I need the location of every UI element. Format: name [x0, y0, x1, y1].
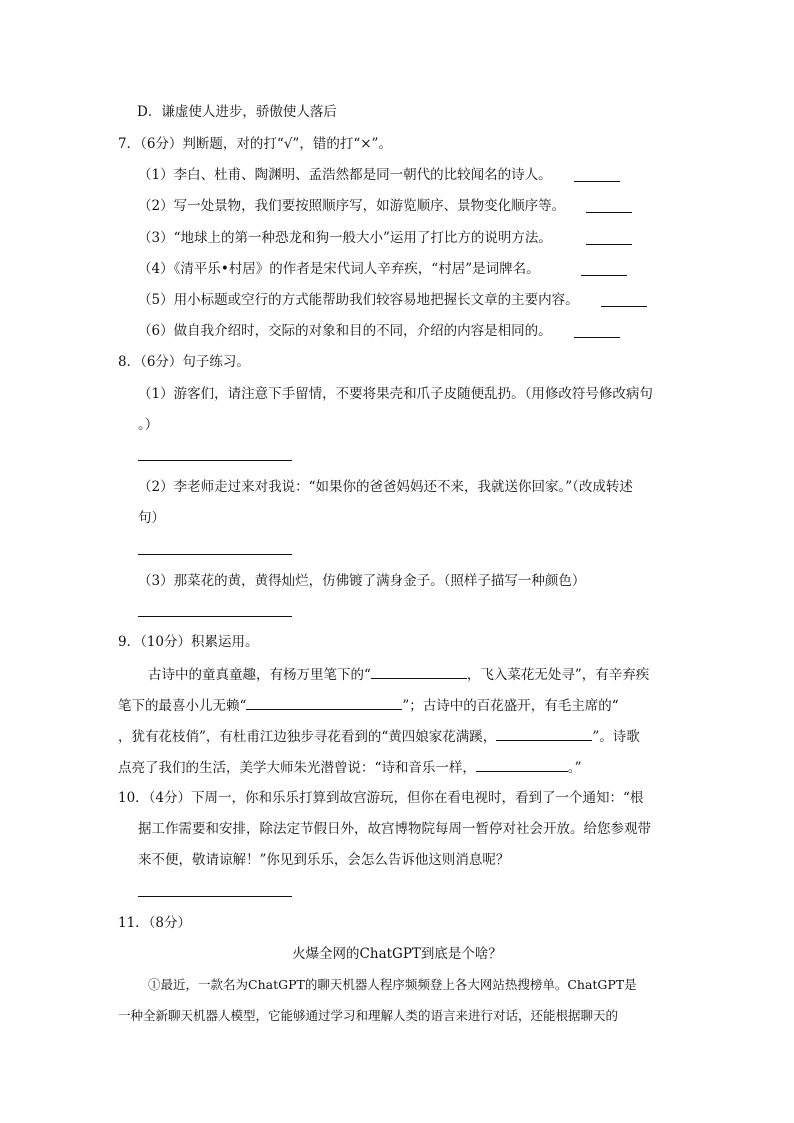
q7-answer-blank-6[interactable] — [574, 337, 620, 338]
q7-answer-blank-2[interactable] — [586, 212, 632, 213]
q8-heading: 8．（6分）句子练习。 — [118, 354, 250, 370]
q9-line-4 — [118, 758, 582, 777]
q7-item-4-text: （4）《清平乐•村居》的作者是宋代词人辛弃疾，“村居”是词牌名。 — [138, 261, 540, 277]
q10-line-1: 10．（4分）下周一，你和乐乐打算到故宫游玩，但你在看电视时，看到了一个通知：“根 — [118, 790, 644, 806]
q7-item-5 — [138, 291, 579, 309]
q6-option-d: D．谦虚使人进步，骄傲使人落后 — [137, 104, 337, 120]
q7-item-3 — [138, 229, 552, 247]
q7-answer-blank-3[interactable] — [586, 244, 632, 245]
q10-answer-line[interactable] — [138, 896, 292, 897]
q7-item-4 — [138, 260, 540, 278]
q8-answer-line-2[interactable] — [138, 554, 292, 555]
q7-item-2 — [138, 197, 565, 215]
q8-sentence-3: （3）那菜花的黄，黄得灿烂，仿佛镀了满身金子。（照样子描写一种颜色） — [138, 573, 586, 589]
q9-text: 。” — [567, 760, 582, 776]
q8-sentence-1-cont: 。） — [138, 417, 159, 433]
q7-item-1 — [138, 166, 552, 184]
q9-text: 笔下的最喜小儿无赖“ — [118, 698, 247, 714]
article-paragraph-1-cont: 一种全新聊天机器人模型，它能够通过学习和理解人类的语言来进行对话，还能根据聊天的 — [118, 1008, 619, 1023]
q7-answer-blank-1[interactable] — [574, 181, 620, 182]
q8-sentence-1: （1）游客们，请注意下手留情，不要将果壳和爪子皮随便乱扔。（用修改符号修改病句 — [138, 386, 653, 402]
q9-text: ，飞入菜花无处寻”，有辛弃疾 — [466, 667, 650, 683]
q7-item-6 — [138, 322, 552, 340]
q9-text: ”；古诗中的百花盛开，有毛主席的“ — [402, 698, 619, 714]
q9-text: 点亮了我们的生活，美学大师朱光潜曾说：“诗和音乐一样， — [118, 760, 476, 776]
q9-blank-3[interactable] — [496, 727, 592, 741]
q8-answer-line-1[interactable] — [138, 460, 292, 461]
q9-text: ”。诗歌 — [592, 729, 640, 745]
q7-answer-blank-4[interactable] — [581, 275, 627, 276]
article-title: 火爆全网的ChatGPT到底是个啥？ — [292, 946, 502, 962]
q7-item-5-text: （5）用小标题或空行的方式能帮助我们较容易地把握长文章的主要内容。 — [138, 292, 579, 308]
q11-heading: 11．（8分） — [118, 915, 192, 931]
q7-answer-blank-5[interactable] — [601, 306, 647, 307]
q9-blank-2[interactable] — [246, 696, 402, 710]
q10-line-3: 来不便，敬请谅解！”你见到乐乐，会怎么告诉他这则消息呢？ — [138, 852, 510, 868]
q7-item-6-text: （6）做自我介绍时，交际的对象和目的不同，介绍的内容是相同的。 — [138, 323, 552, 339]
q8-answer-line-3[interactable] — [138, 616, 292, 617]
q8-sentence-2: （2）李老师走过来对我说：“如果你的爸爸妈妈还不来，我就送你回家。”（改成转述 — [138, 479, 633, 495]
q7-item-2-text: （2）写一处景物，我们要按照顺序写，如游览顺序、景物变化顺序等。 — [138, 198, 566, 214]
q7-item-1-text: （1）李白、杜甫、陶渊明、孟浩然都是同一朝代的比较闻名的诗人。 — [138, 167, 552, 183]
q9-line-3 — [118, 727, 640, 746]
q9-blank-1[interactable] — [371, 665, 467, 679]
q10-line-2: 据工作需要和安排，除法定节假日外，故宫博物院每周一暂停对社会开放。给您参观带 — [138, 821, 651, 837]
q9-heading: 9．（10分）积累运用。 — [118, 634, 259, 650]
q9-line-2 — [118, 696, 619, 715]
q9-blank-4[interactable] — [476, 758, 568, 772]
q9-line-1 — [148, 665, 649, 684]
q7-heading: 7．（6分）判断题，对的打“√”，错的打“×”。 — [118, 136, 392, 152]
q7-item-3-text: （3）“地球上的第一种恐龙和狗一般大小”运用了打比方的说明方法。 — [138, 230, 552, 246]
q9-text: ，犹有花枝俏”，有杜甫江边独步寻花看到的“黄四娘家花满蹊， — [118, 729, 497, 745]
article-paragraph-1: ①最近，一款名为ChatGPT的聊天机器人程序频频登上各大网站热搜榜单。ChatGPT是 — [148, 977, 637, 992]
q9-text: 古诗中的童真童趣，有杨万里笔下的“ — [148, 667, 371, 683]
q8-sentence-2-cont: 句） — [138, 510, 165, 526]
